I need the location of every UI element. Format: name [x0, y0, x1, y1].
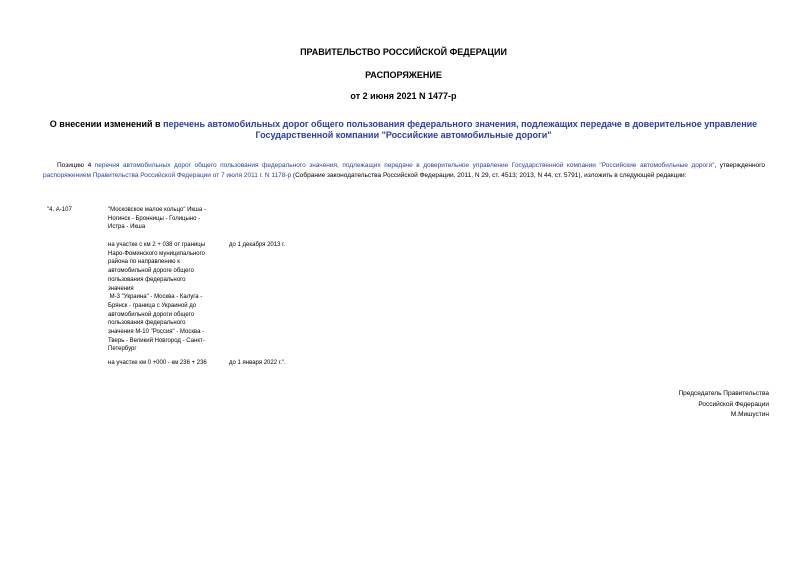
section-line: значения М-10 "Россия" - Москва -	[108, 329, 205, 336]
section-line: Брянск - граница с Украиной до	[108, 302, 197, 309]
section-line: района по направлению к	[108, 259, 180, 266]
section-1-date: до 1 декабря 2013 г.	[229, 242, 286, 248]
road-name-line: Истра - Икша	[108, 224, 146, 231]
signature-country: Российской Федерации	[698, 400, 769, 408]
signature-name: М.Мишустин	[730, 411, 769, 418]
section-line: автомобильной дороге общего	[108, 268, 194, 275]
signature-block	[678, 389, 769, 421]
paragraph-text-3: (Собрание законодательства Российской Федерации, 2011, N 29, ст. 4513; 2013, N 44, ст. 5791), изложить в следующей редакции:	[291, 172, 687, 179]
government-heading: ПРАВИТЕЛЬСТВО РОССИЙСКОЙ ФЕДЕРАЦИИ	[300, 47, 507, 57]
title-prefix: О внесении изменений в	[49, 119, 164, 129]
paragraph-text-2: , утвержденного	[714, 162, 765, 169]
road-section-1	[108, 241, 222, 354]
list-link[interactable]: перечня автомобильных дорог общего пользования федерального значения, подлежащих передаче в доверительное управление Государственной компании "Российские автомобильные дороги"	[94, 162, 715, 169]
document-title	[0, 119, 807, 141]
document-type-heading: РАСПОРЯЖЕНИЕ	[365, 70, 442, 80]
road-name-line: "Московское малое кольцо" Икша -	[108, 207, 206, 213]
road-name	[108, 206, 222, 232]
section-line: пользования федерального	[108, 320, 186, 327]
road-name-line: Ногинск - Бронницы - Голицыно -	[108, 215, 201, 222]
order-link[interactable]: распоряжением Правительства Российской Федерации от 7 июля 2011 г. N 1178-р	[43, 172, 292, 179]
paragraph-text-1: Позицию 4	[57, 162, 95, 169]
section-line: Наро-Фоминского муниципального	[108, 250, 206, 257]
section-line: автомобильной дороги общего	[108, 311, 195, 318]
section-line: значения	[108, 285, 134, 292]
section-line: Тверь - Великий Новгород - Санкт-	[108, 337, 205, 344]
section-line: пользования федерального	[108, 276, 186, 283]
section-2-date: до 1 января 2022 г.".	[229, 360, 286, 366]
title-list-link[interactable]: перечень автомобильных дорог общего пользования федерального значения, подлежащих передаче в доверительное управление Государственной компании "Российские автомобильные дороги"	[163, 119, 758, 140]
position-number: "4. А-107	[47, 207, 72, 213]
signature-title: Председатель Правительства	[678, 390, 769, 397]
section-line: Петербург	[108, 346, 137, 353]
road-section-2: на участке км 0 +000 - км 236 + 236	[108, 360, 207, 366]
document-date-number: от 2 июня 2021 N 1477-р	[350, 91, 457, 101]
main-paragraph	[43, 161, 765, 181]
section-line: на участке с км 2 + 038 от границы	[108, 242, 206, 248]
section-line: М-3 "Украина" - Москва - Калуга -	[108, 294, 203, 301]
